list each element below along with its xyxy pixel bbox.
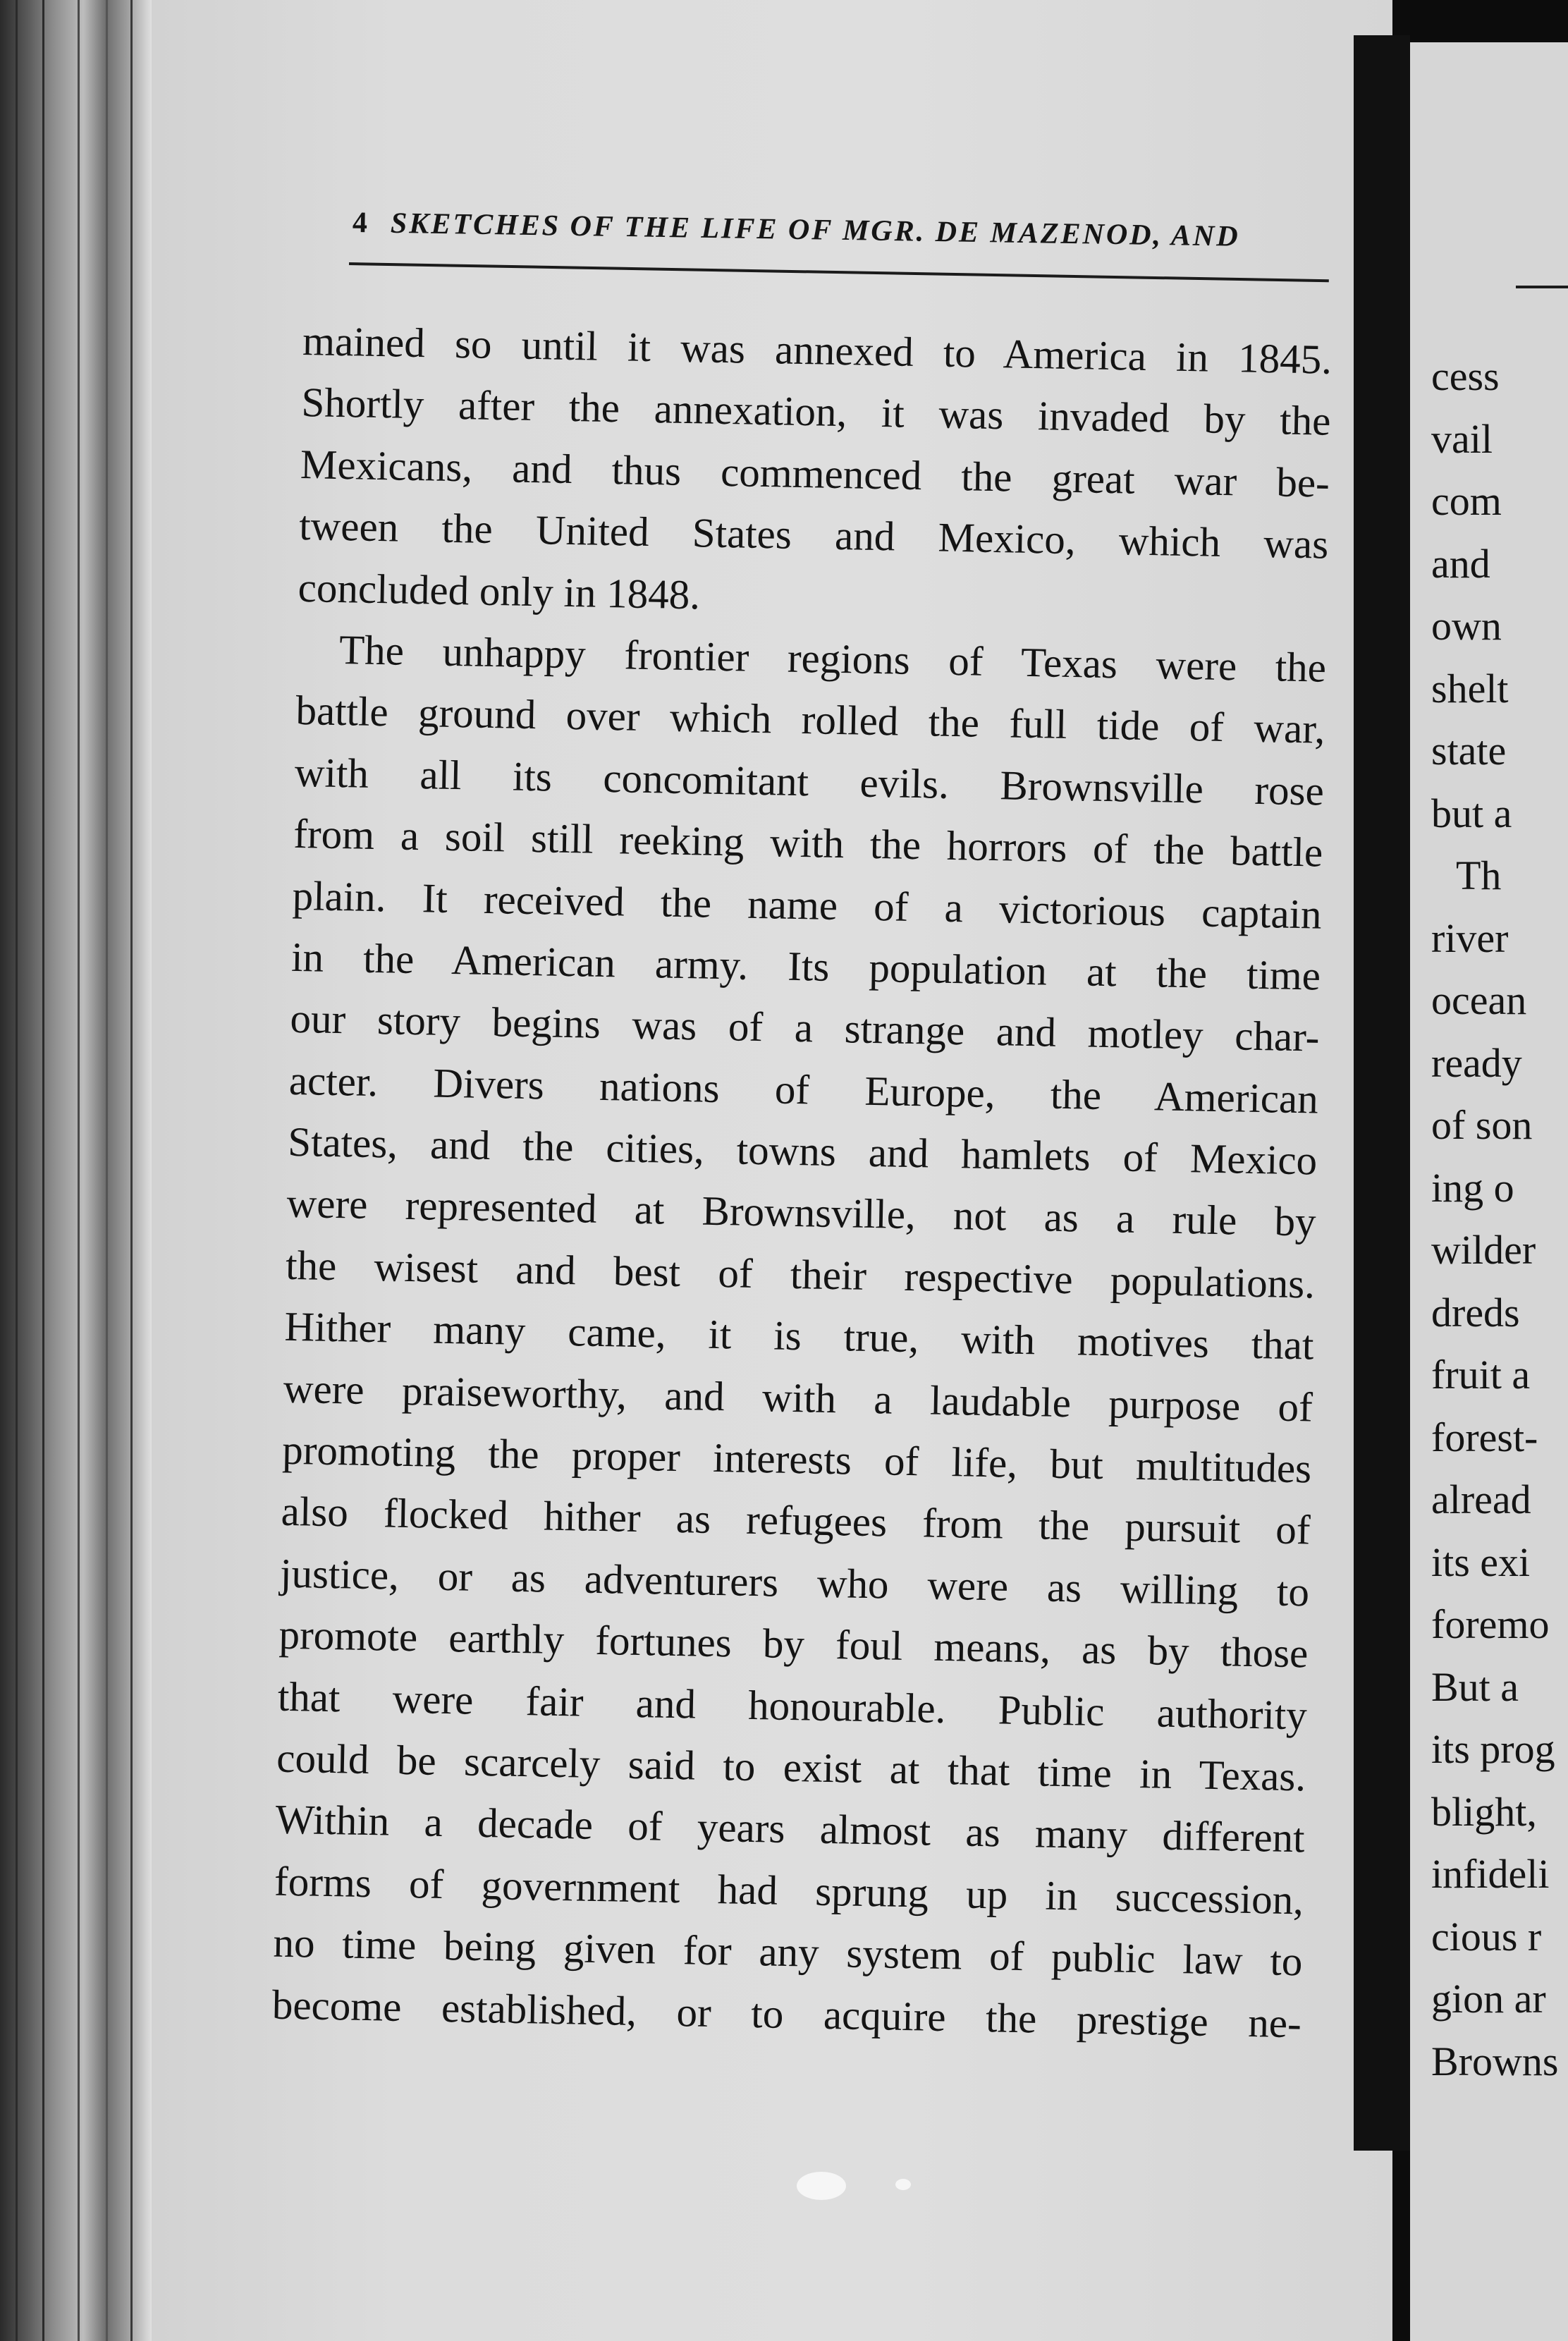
right-text-line: ing o [1431, 1164, 1514, 1211]
text-line: The unhappy frontier regions of Texas were the [338, 625, 1327, 691]
right-text-line: ocean [1431, 977, 1527, 1023]
text-line: could be scarcely said to exist at that time in Texas. [276, 1734, 1306, 1800]
right-text-line: and [1431, 540, 1490, 587]
text-line: also flocked hither as refugees from the pursuit of [281, 1488, 1311, 1553]
right-text-line: of son [1431, 1102, 1533, 1148]
right-header-rule [1516, 286, 1568, 288]
text-line: with all its concomitant evils. Brownsville rose [294, 748, 1325, 814]
text-line: mained so until it was annexed to America in 1845. [302, 317, 1333, 383]
right-text-line: dreds [1431, 1289, 1520, 1335]
text-line: battle ground over which rolled the full tide of war, [295, 687, 1325, 752]
text-line: the wisest and best of their respective populations. [285, 1241, 1316, 1307]
right-text-line: cess [1431, 353, 1500, 399]
right-text-line: wilder [1431, 1227, 1536, 1273]
text-line: were praiseworthy, and with a laudable purpose of [283, 1364, 1313, 1431]
body-text [271, 310, 1333, 2054]
right-text-line: its prog [1431, 1726, 1555, 1772]
text-line: become established, or to acquire the prestige ne- [271, 1981, 1302, 2046]
text-line: acter. Divers nations of Europe, the American [288, 1056, 1319, 1123]
right-text-line: blight, [1431, 1788, 1537, 1835]
page-number: 4 [352, 207, 370, 240]
text-line: Shortly after the annexation, it was invaded by the [301, 379, 1331, 445]
text-line: forms of government had sprung up in succession, [274, 1857, 1304, 1924]
text-line: our story begins was of a strange and motley char- [289, 995, 1320, 1061]
text-line: Within a decade of years almost as many different [275, 1796, 1306, 1862]
text-line: States, and the cities, towns and hamlets of Mexico [287, 1118, 1318, 1184]
right-text-line: but a [1431, 790, 1512, 836]
right-text-line: alread [1431, 1477, 1531, 1522]
text-line: promote earthly fortunes by foul means, as by those [278, 1610, 1309, 1677]
paper-blemish [895, 2179, 911, 2190]
right-text-line: its exi [1431, 1539, 1531, 1585]
book-binding-edge [0, 0, 152, 2341]
right-text-line: forest- [1431, 1414, 1538, 1460]
right-page-text [1431, 346, 1568, 2093]
right-text-line: state [1431, 728, 1507, 774]
text-line: promoting the proper interests of life, but multitudes [281, 1426, 1312, 1492]
text-line: in the American army. Its population at the time [290, 933, 1321, 999]
text-line: plain. It received the name of a victorious captain [292, 872, 1323, 938]
right-text-line: infideli [1431, 1851, 1550, 1897]
right-text-line: cious r [1431, 1913, 1542, 1960]
right-text-line: But a [1431, 1663, 1519, 1710]
right-text-line: shelt [1431, 665, 1509, 711]
right-text-line: own [1431, 603, 1502, 649]
text-line: Mexicans, and thus commenced the great war be- [300, 440, 1330, 506]
text-line: were represented at Brownsville, not as a rule by [286, 1180, 1317, 1246]
text-line: justice, or as adventurers who were as willing to [279, 1549, 1310, 1615]
text-line: that were fair and honourable. Public authority [277, 1673, 1308, 1739]
right-text-line: gion ar [1431, 1976, 1546, 2022]
running-head-title: SKETCHES OF THE LIFE OF MGR. DE MAZENOD, AND [390, 207, 1241, 253]
text-line: Hither many came, it is true, with motives that [283, 1303, 1314, 1369]
right-text-line: Th [1456, 852, 1502, 898]
page-gutter [1354, 35, 1410, 2151]
right-text-line: foremo [1431, 1601, 1550, 1647]
right-text-line: vail [1431, 415, 1493, 462]
text-line: concluded only in 1848. [298, 563, 701, 618]
text-line: from a soil still reeking with the horrors of the battle [293, 810, 1323, 876]
right-text-line: river [1431, 915, 1509, 961]
paper-blemish [797, 2172, 846, 2200]
right-text-line: fruit a [1431, 1352, 1531, 1398]
right-text-line: com [1431, 478, 1502, 524]
text-line: no time being given for any system of public law to [272, 1919, 1303, 1985]
right-text-line: ready [1431, 1039, 1522, 1086]
right-text-line: Browns [1431, 2038, 1559, 2084]
text-line: tween the United States and Mexico, which was [298, 502, 1329, 568]
